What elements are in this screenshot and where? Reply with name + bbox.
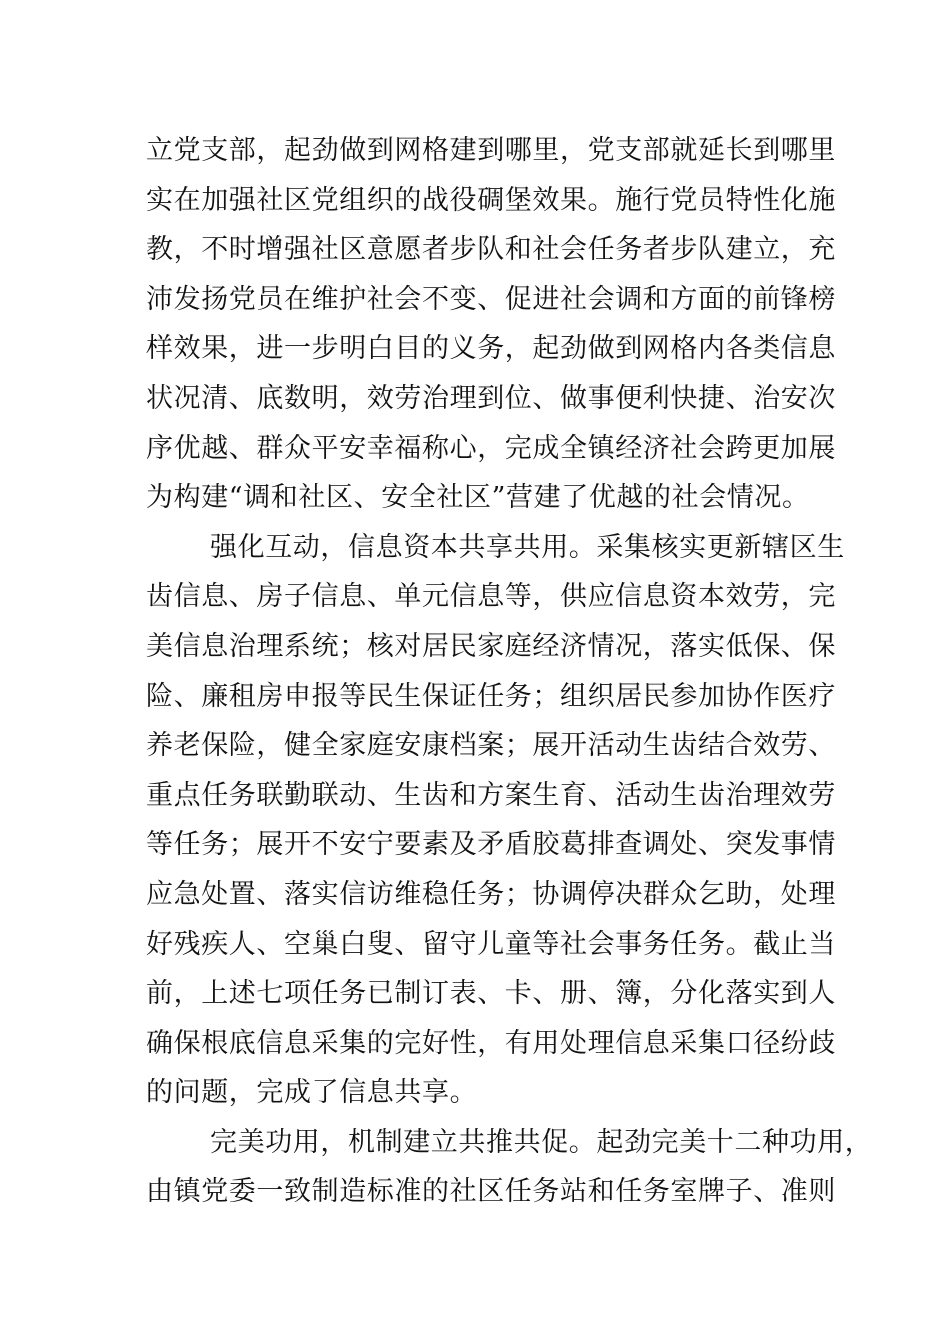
paragraph-first-line: 强化互动，信息资本共享共用。采集核实更新辖区生 — [210, 531, 845, 563]
text-line: 实在加强社区党组织的战役碉堡效果。施行党员特性化施 — [146, 184, 836, 216]
text-line: 状况清、底数明，效劳治理到位、做事便利快捷、治安次 — [146, 382, 836, 414]
text-line: 样效果，进一步明白目的义务，起劲做到网格内各类信息 — [146, 333, 836, 365]
text-line: 等任务；展开不安宁要素及矛盾胶葛排查调处、突发事情 — [146, 829, 836, 861]
text-line: 沛发扬党员在维护社会不变、促进社会调和方面的前锋榜 — [146, 283, 836, 315]
text-line: 的问题，完成了信息共享。 — [146, 1077, 478, 1109]
text-line: 前，上述七项任务已制订表、卡、册、簿，分化落实到人 — [146, 978, 836, 1010]
text-line: 好残疾人、空巢白叟、留守儿童等社会事务任务。截止当 — [146, 928, 836, 960]
text-line: 教，不时增强社区意愿者步队和社会任务者步队建立，充 — [146, 234, 836, 266]
text-line: 养老保险，健全家庭安康档案；展开活动生齿结合效劳、 — [146, 730, 836, 762]
text-line: 序优越、群众平安幸福称心，完成全镇经济社会跨更加展 — [146, 432, 836, 464]
text-line: 由镇党委一致制造标准的社区任务站和任务室牌子、准则 — [146, 1176, 836, 1208]
text-line: 险、廉租房申报等民生保证任务；组织居民参加协作医疗 — [146, 680, 836, 712]
text-line: 应急处置、落实信访维稳任务；协调停决群众乞助，处理 — [146, 878, 836, 910]
document-body — [146, 126, 873, 1217]
text-line: 美信息治理系统；核对居民家庭经济情况，落实低保、保 — [146, 630, 836, 662]
paragraph-first-line: 完美功用，机制建立共推共促。起劲完美十二种功用， — [210, 1126, 873, 1158]
text-line: 立党支部，起劲做到网格建到哪里，党支部就延长到哪里 — [146, 135, 836, 166]
text-line: 为构建“调和社区、安全社区”营建了优越的社会情况。 — [146, 482, 810, 514]
text-line: 确保根底信息采集的完好性，有用处理信息采集口径纷歧 — [146, 1027, 836, 1059]
text-line: 重点任务联勤联动、生齿和方案生育、活动生齿治理效劳 — [146, 779, 836, 811]
text-line: 齿信息、房子信息、单元信息等，供应信息资本效劳，完 — [146, 581, 836, 613]
